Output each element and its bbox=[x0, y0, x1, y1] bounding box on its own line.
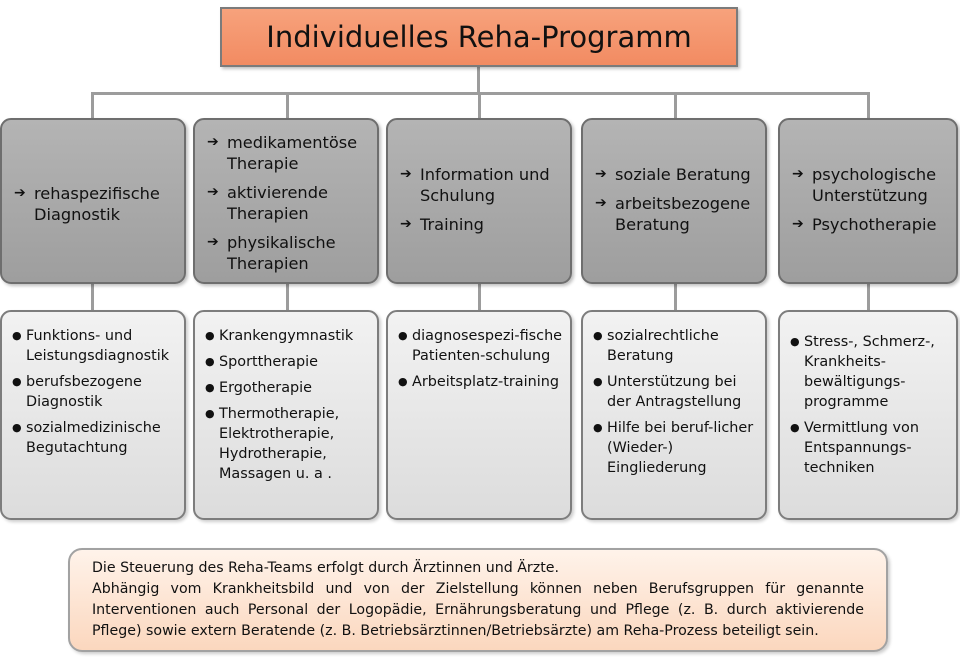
column-connector bbox=[867, 92, 870, 119]
category-item bbox=[207, 132, 369, 174]
column-link-connector bbox=[478, 284, 481, 311]
title-stem-connector bbox=[477, 67, 480, 94]
category-item-label: Training bbox=[420, 215, 484, 234]
detail-item bbox=[398, 326, 564, 366]
category-box bbox=[778, 118, 958, 284]
bullet-dot-icon: ● bbox=[12, 375, 22, 388]
right-arrow-icon: ➔ bbox=[595, 166, 607, 182]
category-item-label: psychologische Unterstützung bbox=[812, 165, 937, 205]
detail-item bbox=[398, 372, 564, 392]
column-connector bbox=[674, 92, 677, 119]
detail-item bbox=[205, 404, 371, 484]
right-arrow-icon: ➔ bbox=[595, 195, 607, 211]
category-item bbox=[400, 214, 562, 235]
right-arrow-icon: ➔ bbox=[400, 166, 412, 182]
right-arrow-icon: ➔ bbox=[792, 216, 804, 232]
right-arrow-icon: ➔ bbox=[207, 134, 219, 150]
detail-item-label: Stress-, Schmerz-, Krankheits-bewältigungs-programme bbox=[804, 334, 935, 410]
category-item bbox=[207, 182, 369, 224]
right-arrow-icon: ➔ bbox=[792, 166, 804, 182]
detail-item bbox=[12, 372, 178, 412]
column-link-connector bbox=[286, 284, 289, 311]
category-item-label: physikalische Therapien bbox=[227, 233, 336, 273]
detail-item-label: Sporttherapie bbox=[219, 354, 318, 370]
column-connector bbox=[286, 92, 289, 119]
bullet-dot-icon: ● bbox=[205, 407, 215, 420]
detail-item bbox=[790, 418, 950, 478]
column-link-connector bbox=[91, 284, 94, 311]
bullet-dot-icon: ● bbox=[205, 329, 215, 342]
bullet-dot-icon: ● bbox=[593, 329, 603, 342]
category-item-label: soziale Beratung bbox=[615, 165, 751, 184]
category-item-label: aktivierende Therapien bbox=[227, 183, 328, 223]
detail-item-label: Vermittlung von Entspannungs-techniken bbox=[804, 420, 919, 476]
detail-item-label: sozialrechtliche Beratung bbox=[607, 328, 719, 364]
category-item bbox=[595, 193, 757, 235]
bullet-dot-icon: ● bbox=[12, 421, 22, 434]
note-line-1: Die Steuerung des Reha-Teams erfolgt durch Ärztinnen und Ärzte. bbox=[92, 560, 560, 576]
category-item bbox=[792, 214, 948, 235]
detail-item-label: sozialmedizinische Begutachtung bbox=[26, 420, 161, 456]
category-box bbox=[581, 118, 767, 284]
right-arrow-icon: ➔ bbox=[207, 234, 219, 250]
detail-box bbox=[581, 310, 767, 520]
right-arrow-icon: ➔ bbox=[14, 185, 26, 201]
detail-item-label: diagnosespezi-fische Patienten-schulung bbox=[412, 328, 563, 364]
detail-item-label: Thermotherapie, Elektrotherapie, Hydrotherapie, Massagen u. a . bbox=[219, 406, 340, 482]
category-item bbox=[14, 183, 176, 225]
column-link-connector bbox=[674, 284, 677, 311]
detail-item bbox=[205, 326, 371, 346]
bullet-dot-icon: ● bbox=[593, 421, 603, 434]
category-box bbox=[193, 118, 379, 284]
bullet-dot-icon: ● bbox=[593, 375, 603, 388]
detail-box bbox=[193, 310, 379, 520]
bullet-dot-icon: ● bbox=[398, 329, 408, 342]
bullet-dot-icon: ● bbox=[205, 355, 215, 368]
category-item-label: rehaspezifische Diagnostik bbox=[34, 184, 160, 224]
category-box bbox=[386, 118, 572, 284]
right-arrow-icon: ➔ bbox=[400, 216, 412, 232]
category-item-label: Information und Schulung bbox=[420, 165, 550, 205]
detail-box bbox=[0, 310, 186, 520]
detail-item bbox=[593, 326, 759, 366]
program-title: Individuelles Reha-Programm bbox=[220, 7, 738, 67]
column-link-connector bbox=[867, 284, 870, 311]
category-item bbox=[595, 164, 757, 185]
coordination-note bbox=[68, 548, 888, 652]
detail-item-label: Unterstützung bei der Antragstellung bbox=[607, 374, 742, 410]
bullet-dot-icon: ● bbox=[12, 329, 22, 342]
category-item-label: medikamentöse Therapie bbox=[227, 133, 358, 173]
category-item-label: arbeitsbezogene Beratung bbox=[615, 194, 751, 234]
category-item-label: Psychotherapie bbox=[812, 215, 937, 234]
detail-item-label: Arbeitsplatz-training bbox=[412, 374, 559, 390]
detail-item-label: berufsbezogene Diagnostik bbox=[26, 374, 142, 410]
detail-item-label: Ergotherapie bbox=[219, 380, 313, 396]
bullet-dot-icon: ● bbox=[790, 335, 800, 348]
detail-item bbox=[593, 418, 759, 478]
category-item bbox=[792, 164, 948, 206]
column-connector bbox=[478, 92, 481, 119]
detail-box bbox=[778, 310, 958, 520]
detail-item bbox=[593, 372, 759, 412]
detail-item bbox=[12, 418, 178, 458]
category-item bbox=[400, 164, 562, 206]
detail-item-label: Funktions- und Leistungsdiagnostik bbox=[26, 328, 170, 364]
right-arrow-icon: ➔ bbox=[207, 184, 219, 200]
detail-item bbox=[790, 332, 950, 412]
category-item bbox=[207, 232, 369, 274]
detail-item bbox=[12, 326, 178, 366]
bullet-dot-icon: ● bbox=[205, 381, 215, 394]
detail-item bbox=[205, 378, 371, 398]
column-connector bbox=[91, 92, 94, 119]
detail-item bbox=[205, 352, 371, 372]
note-line-2: Abhängig vom Krankheitsbild und von der Zielstellung können neben Berufsgruppen für genannte Interventionen auch Personal der Logopädie, Ernährungsberatung und Pflege (z. B. durch aktivierende Pflege) sowie extern Beratende (z. B. Betriebsärztinnen/Betriebsärzte) am Reha-Prozess beteiligt sein. bbox=[92, 581, 864, 639]
bullet-dot-icon: ● bbox=[398, 375, 408, 388]
category-box bbox=[0, 118, 186, 284]
detail-box bbox=[386, 310, 572, 520]
detail-item-label: Krankengymnastik bbox=[219, 328, 354, 344]
bullet-dot-icon: ● bbox=[790, 421, 800, 434]
detail-item-label: Hilfe bei beruf-licher (Wieder-) Eingliederung bbox=[607, 420, 754, 476]
